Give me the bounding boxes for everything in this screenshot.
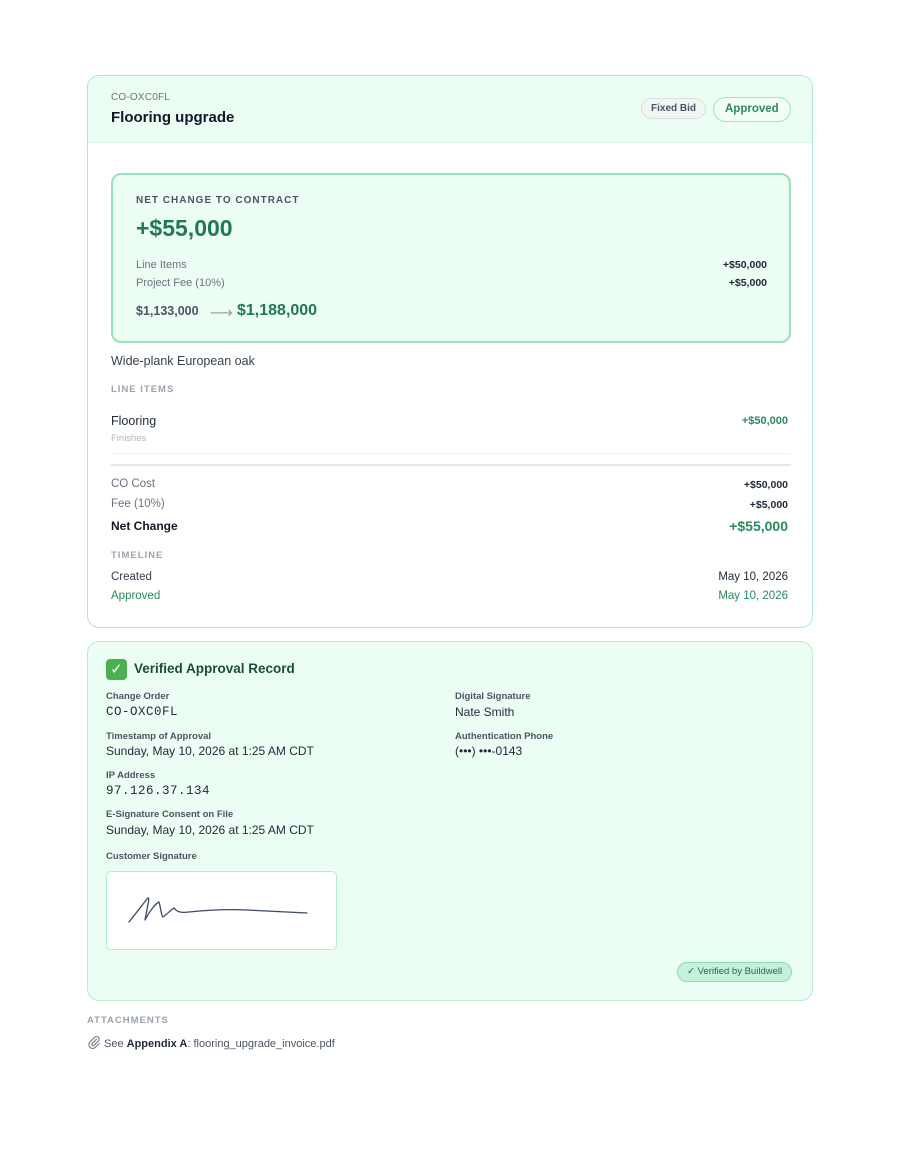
- card-header: [88, 76, 812, 143]
- auth-phone-label: Authentication Phone: [455, 731, 554, 742]
- status-badge: Approved: [713, 97, 791, 122]
- timestamp-value: Sunday, May 10, 2026 at 1:25 AM CDT: [106, 744, 314, 758]
- change-order-field-value: CO-OXC0FL: [106, 705, 179, 719]
- line-items-heading: LINE ITEMS: [111, 384, 175, 395]
- line-items-value: +$50,000: [722, 259, 767, 271]
- timeline-created-date: May 10, 2026: [718, 571, 788, 583]
- timestamp-label: Timestamp of Approval: [106, 731, 212, 742]
- arrow-right-icon: ⟶: [210, 305, 233, 322]
- co-cost-label: CO Cost: [111, 478, 156, 490]
- fee-value: +$5,000: [749, 499, 788, 511]
- timeline-approved-label: Approved: [111, 590, 161, 602]
- change-order-id: CO-OXC0FL: [111, 92, 171, 103]
- fee-label: Fee (10%): [111, 498, 165, 510]
- change-order-field-label: Change Order: [106, 691, 170, 702]
- line-item-name: Flooring: [111, 414, 157, 428]
- digital-signature-label: Digital Signature: [455, 691, 531, 702]
- line-item-category: Finishes: [111, 433, 147, 444]
- customer-signature-label: Customer Signature: [106, 851, 197, 862]
- change-order-title: Flooring upgrade: [111, 109, 235, 126]
- attachment-item[interactable]: [87, 1035, 335, 1052]
- net-change-total-label: Net Change: [111, 519, 178, 533]
- net-change-amount: +$55,000: [136, 215, 233, 241]
- paperclip-icon: [87, 1035, 101, 1052]
- project-fee-label: Project Fee (10%): [136, 277, 225, 289]
- attachment-separator: :: [187, 1037, 191, 1050]
- attachment-filename[interactable]: flooring_upgrade_invoice.pdf: [193, 1037, 335, 1050]
- project-fee-value: +$5,000: [728, 277, 767, 289]
- timeline-created-label: Created: [111, 571, 152, 583]
- line-items-label: Line Items: [136, 259, 187, 271]
- customer-signature-box: [106, 871, 337, 950]
- divider: [111, 464, 791, 466]
- net-change-total-value: +$55,000: [729, 518, 788, 534]
- net-change-summary: [111, 173, 791, 343]
- previous-contract-total: $1,133,000: [136, 304, 199, 318]
- line-item-value: +$50,000: [741, 415, 788, 427]
- digital-signature-value: Nate Smith: [455, 705, 515, 719]
- co-cost-value: +$50,000: [743, 479, 788, 491]
- ip-address-label: IP Address: [106, 770, 156, 781]
- ip-address-value: 97.126.37.134: [106, 784, 211, 798]
- check-box-icon: ✓: [106, 659, 127, 680]
- divider: [111, 453, 791, 454]
- verified-approval-title: Verified Approval Record: [134, 661, 295, 676]
- esignature-consent-value: Sunday, May 10, 2026 at 1:25 AM CDT: [106, 823, 314, 837]
- verified-approval-card: [87, 641, 813, 1001]
- change-order-card: [87, 75, 813, 628]
- contract-type-badge: Fixed Bid: [641, 98, 706, 119]
- attachment-prefix: See: [104, 1037, 124, 1050]
- esignature-consent-label: E-Signature Consent on File: [106, 809, 234, 820]
- net-change-label: NET CHANGE TO CONTRACT: [136, 195, 300, 206]
- attachments-heading: ATTACHMENTS: [87, 1015, 169, 1026]
- change-order-description: Wide-plank European oak: [111, 354, 255, 368]
- timeline-approved-date: May 10, 2026: [718, 590, 788, 602]
- signature-image: [107, 872, 335, 948]
- new-contract-total: $1,188,000: [237, 302, 318, 319]
- auth-phone-value: (•••) •••-0143: [455, 744, 523, 758]
- verified-by-badge: ✓ Verified by Buildwell: [677, 962, 792, 982]
- timeline-heading: TIMELINE: [111, 550, 164, 561]
- attachment-appendix[interactable]: Appendix A: [126, 1037, 188, 1050]
